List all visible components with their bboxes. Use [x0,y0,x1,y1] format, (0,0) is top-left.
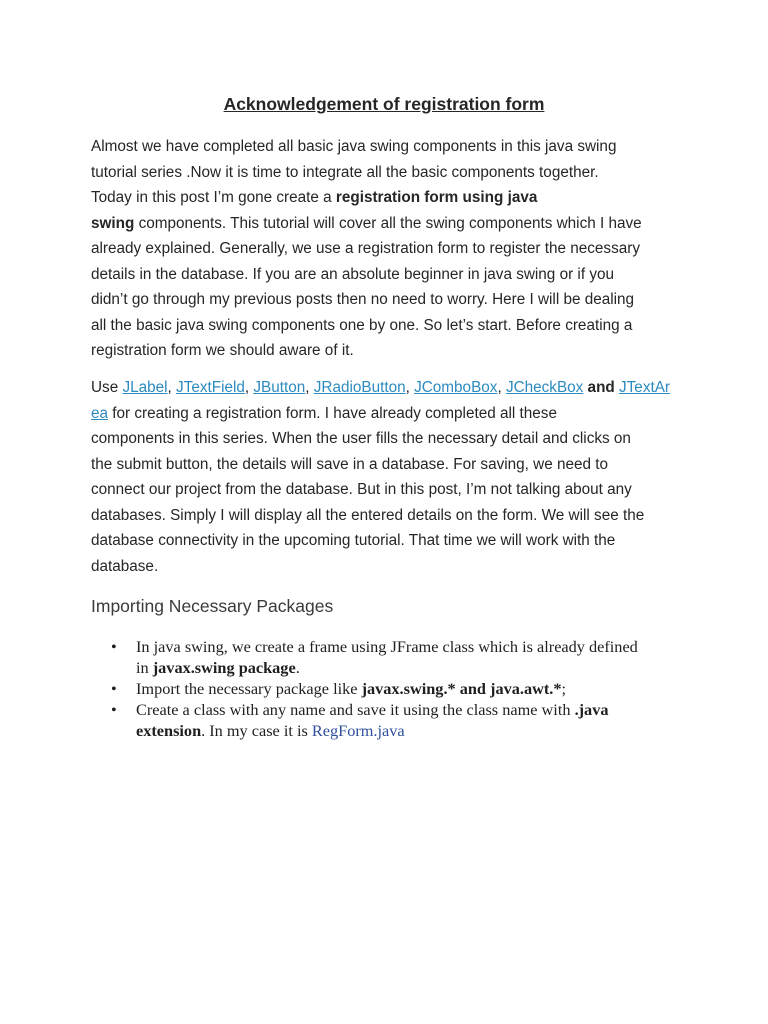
intro-text: components. This tutorial will cover all the swing components which I have [134,214,642,232]
components-line: the submit button, the details will save in a database. For saving, we need to [91,455,608,473]
list-item-text: Import the necessary package like [136,679,362,698]
list-item-bold: extension [136,721,202,740]
list-item-text: . In my case it is [201,721,312,740]
list-item-bold: .java [574,700,609,719]
components-line [91,375,691,401]
components-line [91,401,691,427]
bullet-list [111,636,711,741]
intro-line [91,185,691,211]
list-item-line [136,720,711,741]
intro-paragraph [91,134,691,364]
link-jradiobutton[interactable]: JRadioButton [313,379,406,396]
and-text: and [583,379,620,396]
link-jtextarea[interactable]: JTextAr [619,379,671,396]
components-text: for creating a registration form. I have already completed all these [108,404,557,422]
separator: , [305,379,314,396]
list-item [111,699,711,741]
list-item-text: in [136,658,153,677]
filename-text: RegForm.java [311,721,405,740]
separator: , [244,379,254,396]
list-item-line [136,699,711,720]
list-item-bold: javax.swing.* and java.awt.* [361,679,562,698]
intro-line: registration form we should aware of it. [91,342,354,359]
intro-line: already explained. Generally, we use a registration form to register the necessary [91,240,640,257]
list-item-text: Create a class with any name and save it using the class name with [136,700,575,719]
list-item-bold: javax.swing package [152,658,296,677]
intro-line [91,211,691,237]
components-line: database connectivity in the upcoming tutorial. That time we will work with the [91,532,616,549]
link-jtextfield[interactable]: JTextField [176,379,245,396]
intro-line: Almost we have completed all basic java swing components in this java swing [91,138,617,155]
link-jcombobox[interactable]: JComboBox [414,379,498,396]
intro-line: tutorial series .Now it is time to integrate all the basic components together. [91,163,599,181]
list-item [111,678,711,699]
components-line: database. [91,557,159,575]
use-text: Use [91,379,123,396]
separator: , [497,379,506,396]
bullet-icon: • [111,637,117,656]
list-item-line: In java swing, we create a frame using JFrame class which is already defined [136,637,638,656]
link-jcheckbox[interactable]: JCheckBox [505,379,584,396]
list-item-text: . [295,658,300,677]
link-jbutton[interactable]: JButton [253,379,306,396]
intro-bold-text: swing [91,214,135,232]
list-item-text: ; [561,679,567,698]
list-item-line [136,678,711,699]
intro-line: all the basic java swing components one by one. So let’s start. Before creating a [91,316,633,334]
bullet-icon: • [111,679,117,698]
components-line: connect our project from the database. But in this post, I’m not talking about any [91,481,632,498]
separator: , [405,379,415,396]
list-item [111,636,711,678]
separator: , [167,379,177,396]
intro-bold-text: registration form using java [335,189,538,206]
intro-text: Today in this post I’m gone create a [91,189,336,206]
list-item-line [136,657,711,678]
bullet-icon: • [111,700,117,719]
section-heading: Importing Necessary Packages [91,596,334,616]
intro-line: didn’t go through my previous posts then no need to worry. Here I will be dealing [91,291,635,308]
link-jlabel[interactable]: JLabel [122,379,168,396]
page-title: Acknowledgement of registration form [223,94,545,114]
components-line: components in this series. When the user fills the necessary detail and clicks on [91,430,631,447]
components-line: databases. Simply I will display all the entered details on the form. We will see the [91,506,645,524]
components-paragraph [91,375,691,579]
link-jtextarea-continued[interactable]: ea [91,404,109,422]
intro-line: details in the database. If you are an absolute beginner in java swing or if you [91,265,614,283]
